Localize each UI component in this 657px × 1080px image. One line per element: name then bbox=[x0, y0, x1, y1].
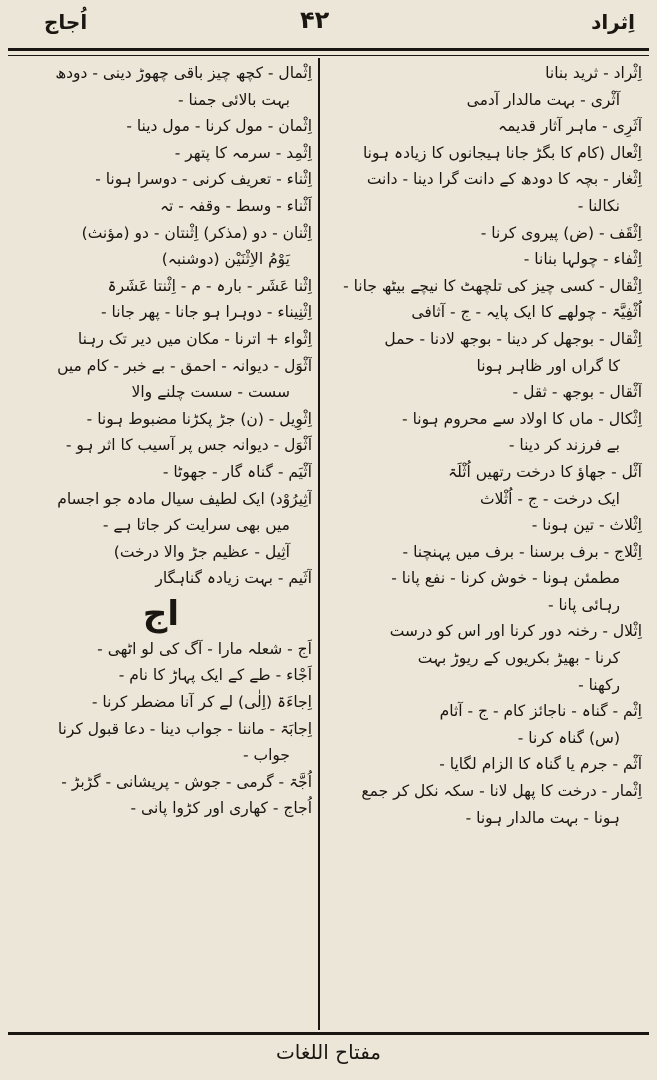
entry-continuation: کا گراں اور ظاہر ہونا bbox=[476, 356, 620, 375]
dictionary-entry: اُجاج - کھاری اور کڑوا پانی - bbox=[130, 799, 312, 818]
dictionary-entry: اِثْعال (کام کا بگڑ جانا ہیجانوں کا زیادہ ہونا bbox=[362, 143, 642, 162]
entry-continuation: یَوْمُ الاِثْنَیْن (دوشنبہ) bbox=[161, 250, 290, 269]
dictionary-entry: اِثْناء - تعریف کرنی - دوسرا ہونا - bbox=[95, 170, 312, 189]
dictionary-entry: اِثْمال - کچھ چیز باقی چھوڑ دینی - دودھ bbox=[55, 64, 312, 82]
entry-continuation: (س) گناہ کرنا - bbox=[517, 728, 620, 747]
header-rule bbox=[8, 48, 649, 51]
dictionary-entry: اَج - شعلہ مارا - آگ کی لو اٹھی - bbox=[97, 639, 312, 658]
entry-continuation: مطمئن ہونا - خوش کرنا - نفع پانا - bbox=[391, 569, 620, 588]
dictionary-entry: اَثْوَل - دیوانہ جس پر آسیب کا اثر ہو - bbox=[65, 436, 312, 455]
dictionary-entry: اِجابَۃ - ماننا - جواب دینا - دعا قبول کرنا bbox=[57, 719, 312, 738]
page-number: ۴۲ bbox=[300, 6, 330, 34]
dictionary-entry: اِثْمان - مول کرنا - مول دینا - bbox=[126, 117, 312, 136]
entry-continuation: آثِیل - عظیم جڑ والا درخت) bbox=[113, 542, 290, 561]
section-heading: اج bbox=[142, 593, 180, 634]
dictionary-entry: اِجاءَۃ (اِلٰی) لے کر آنا مضطر کرنا - bbox=[91, 693, 312, 712]
entry-continuation: آثْرى - بہت مالدار آدمی bbox=[466, 90, 620, 109]
dictionary-entry: آثْوَل - دیوانہ - احمق - بے خبر - کام میں bbox=[57, 356, 312, 375]
dictionary-entry: اَثْناء - وسط - وقفہ - تہ bbox=[159, 196, 312, 215]
entry-continuation: ایک درخت - ج - اُثْلاث bbox=[480, 489, 620, 508]
dictionary-entry: آثْقال - بوجھ - ثقل - bbox=[512, 383, 642, 402]
dictionary-entry: اِثْنان - دو (مذکر) اِثْنتان - دو (مؤنث) bbox=[81, 223, 312, 242]
right-column bbox=[324, 60, 642, 831]
entry-continuation: ہونا - بہت مالدار ہونا - bbox=[465, 808, 620, 827]
header-rule-thin bbox=[8, 55, 649, 56]
dictionary-entry: اِثْقال - بوجھل کر دینا - بوجھ لادنا - حمل bbox=[384, 329, 642, 348]
dictionary-entry: اُثْفِیَّۃ - چولھے کا ایک پایہ - ج - آثافی bbox=[411, 303, 642, 322]
dictionary-entry: اِثْنا عَشَر - بارہ - م - اِثْنتا عَشَرۃ bbox=[107, 276, 312, 295]
entry-continuation: جواب - bbox=[242, 746, 290, 765]
dictionary-entry: اِثْم - گناہ - ناجائز کام - ج - آثام bbox=[439, 702, 642, 721]
left-column bbox=[10, 60, 312, 822]
entry-continuation: بے فرزند کر دینا - bbox=[508, 436, 620, 455]
footer-title: مفتاح اللغات bbox=[275, 1040, 382, 1064]
dictionary-entry: آثِیرُوْد) ایک لطیف سیال مادہ جو اجسام bbox=[57, 489, 312, 508]
entry-continuation: بہت بالائی جمنا - bbox=[177, 90, 290, 109]
dictionary-entry: آثْل - جھاؤ کا درخت رتھیں اُثْلَۃ bbox=[448, 462, 642, 481]
dictionary-entry: آثَرِی - ماہر آثار قدیمہ bbox=[498, 117, 642, 136]
dictionary-entry: اِثْلاج - برف برسنا - برف میں پہنچنا - bbox=[402, 542, 642, 561]
dictionary-entry: اِثْواء + اترنا - مکان میں دیر تک رہنا bbox=[77, 329, 312, 348]
dictionary-entry: اِثْنِیناء - دوہرا ہو جانا - پھر جانا - bbox=[101, 303, 312, 322]
footer-rule bbox=[8, 1032, 649, 1035]
dictionary-entry: اِثْقَف - (ض) پیروی کرنا - bbox=[480, 223, 642, 242]
dictionary-entry: اِثْمار - درخت کا پھل لانا - سکہ نکل کر جمع bbox=[361, 782, 642, 801]
page-header bbox=[0, 6, 657, 42]
dictionary-entry: اِثْمِد - سرمہ کا پتھر - bbox=[174, 143, 312, 162]
header-end-word: اُجاج bbox=[44, 10, 88, 34]
header-start-word: اِثراد bbox=[591, 10, 635, 34]
dictionary-entry: اِثْقال - کسی چیز کی تلچھٹ کا نیچے بیٹھ جانا - bbox=[343, 276, 642, 295]
entry-continuation: میں بھی سرایت کر جاتا ہے - bbox=[102, 516, 290, 535]
dictionary-entry: اِثْلاث - تین ہونا - bbox=[531, 516, 642, 535]
entry-continuation: رہائی پانا - bbox=[547, 595, 620, 614]
entry-continuation: سست - سست چلنے والا bbox=[131, 383, 290, 402]
dictionary-entry: اَجْاء - طے کے ایک پہاڑ کا نام - bbox=[118, 666, 312, 685]
column-divider bbox=[318, 58, 320, 1030]
dictionary-entry: اِثْکال - ماں کا اولاد سے محروم ہونا - bbox=[402, 409, 642, 428]
dictionary-entry: آثْم - جرم یا گناہ کا الزام لگایا - bbox=[439, 755, 642, 774]
entry-continuation: نکالنا - bbox=[577, 196, 620, 215]
dictionary-entry: آثَیم - بہت زیادہ گناہگار bbox=[155, 569, 312, 588]
entry-continuation: رکھنا - bbox=[578, 675, 620, 694]
dictionary-entry: اِثْوِیل - (ن) جڑ پکڑنا مضبوط ہونا - bbox=[86, 409, 312, 428]
entry-continuation: کرنا - بھیڑ بکریوں کے ریوڑ بہت bbox=[417, 649, 620, 668]
dictionary-entry: اِثْراد - ثرید بنانا bbox=[545, 64, 642, 82]
dictionary-entry: اِثْفاء - چولہا بنانا - bbox=[523, 250, 642, 269]
dictionary-entry: آثْیَم - گناہ گار - جھوٹا - bbox=[162, 462, 312, 481]
dictionary-entry: اِثْلال - رخنہ دور کرنا اور اس کو درست bbox=[389, 622, 642, 641]
dictionary-entry: اِثْغار - بچہ کا دودھ کے دانت گرا دینا - دانت bbox=[366, 170, 642, 189]
dictionary-entry: اُجَّۃ - گرمی - جوش - پریشانی - گڑبڑ - bbox=[61, 772, 312, 791]
